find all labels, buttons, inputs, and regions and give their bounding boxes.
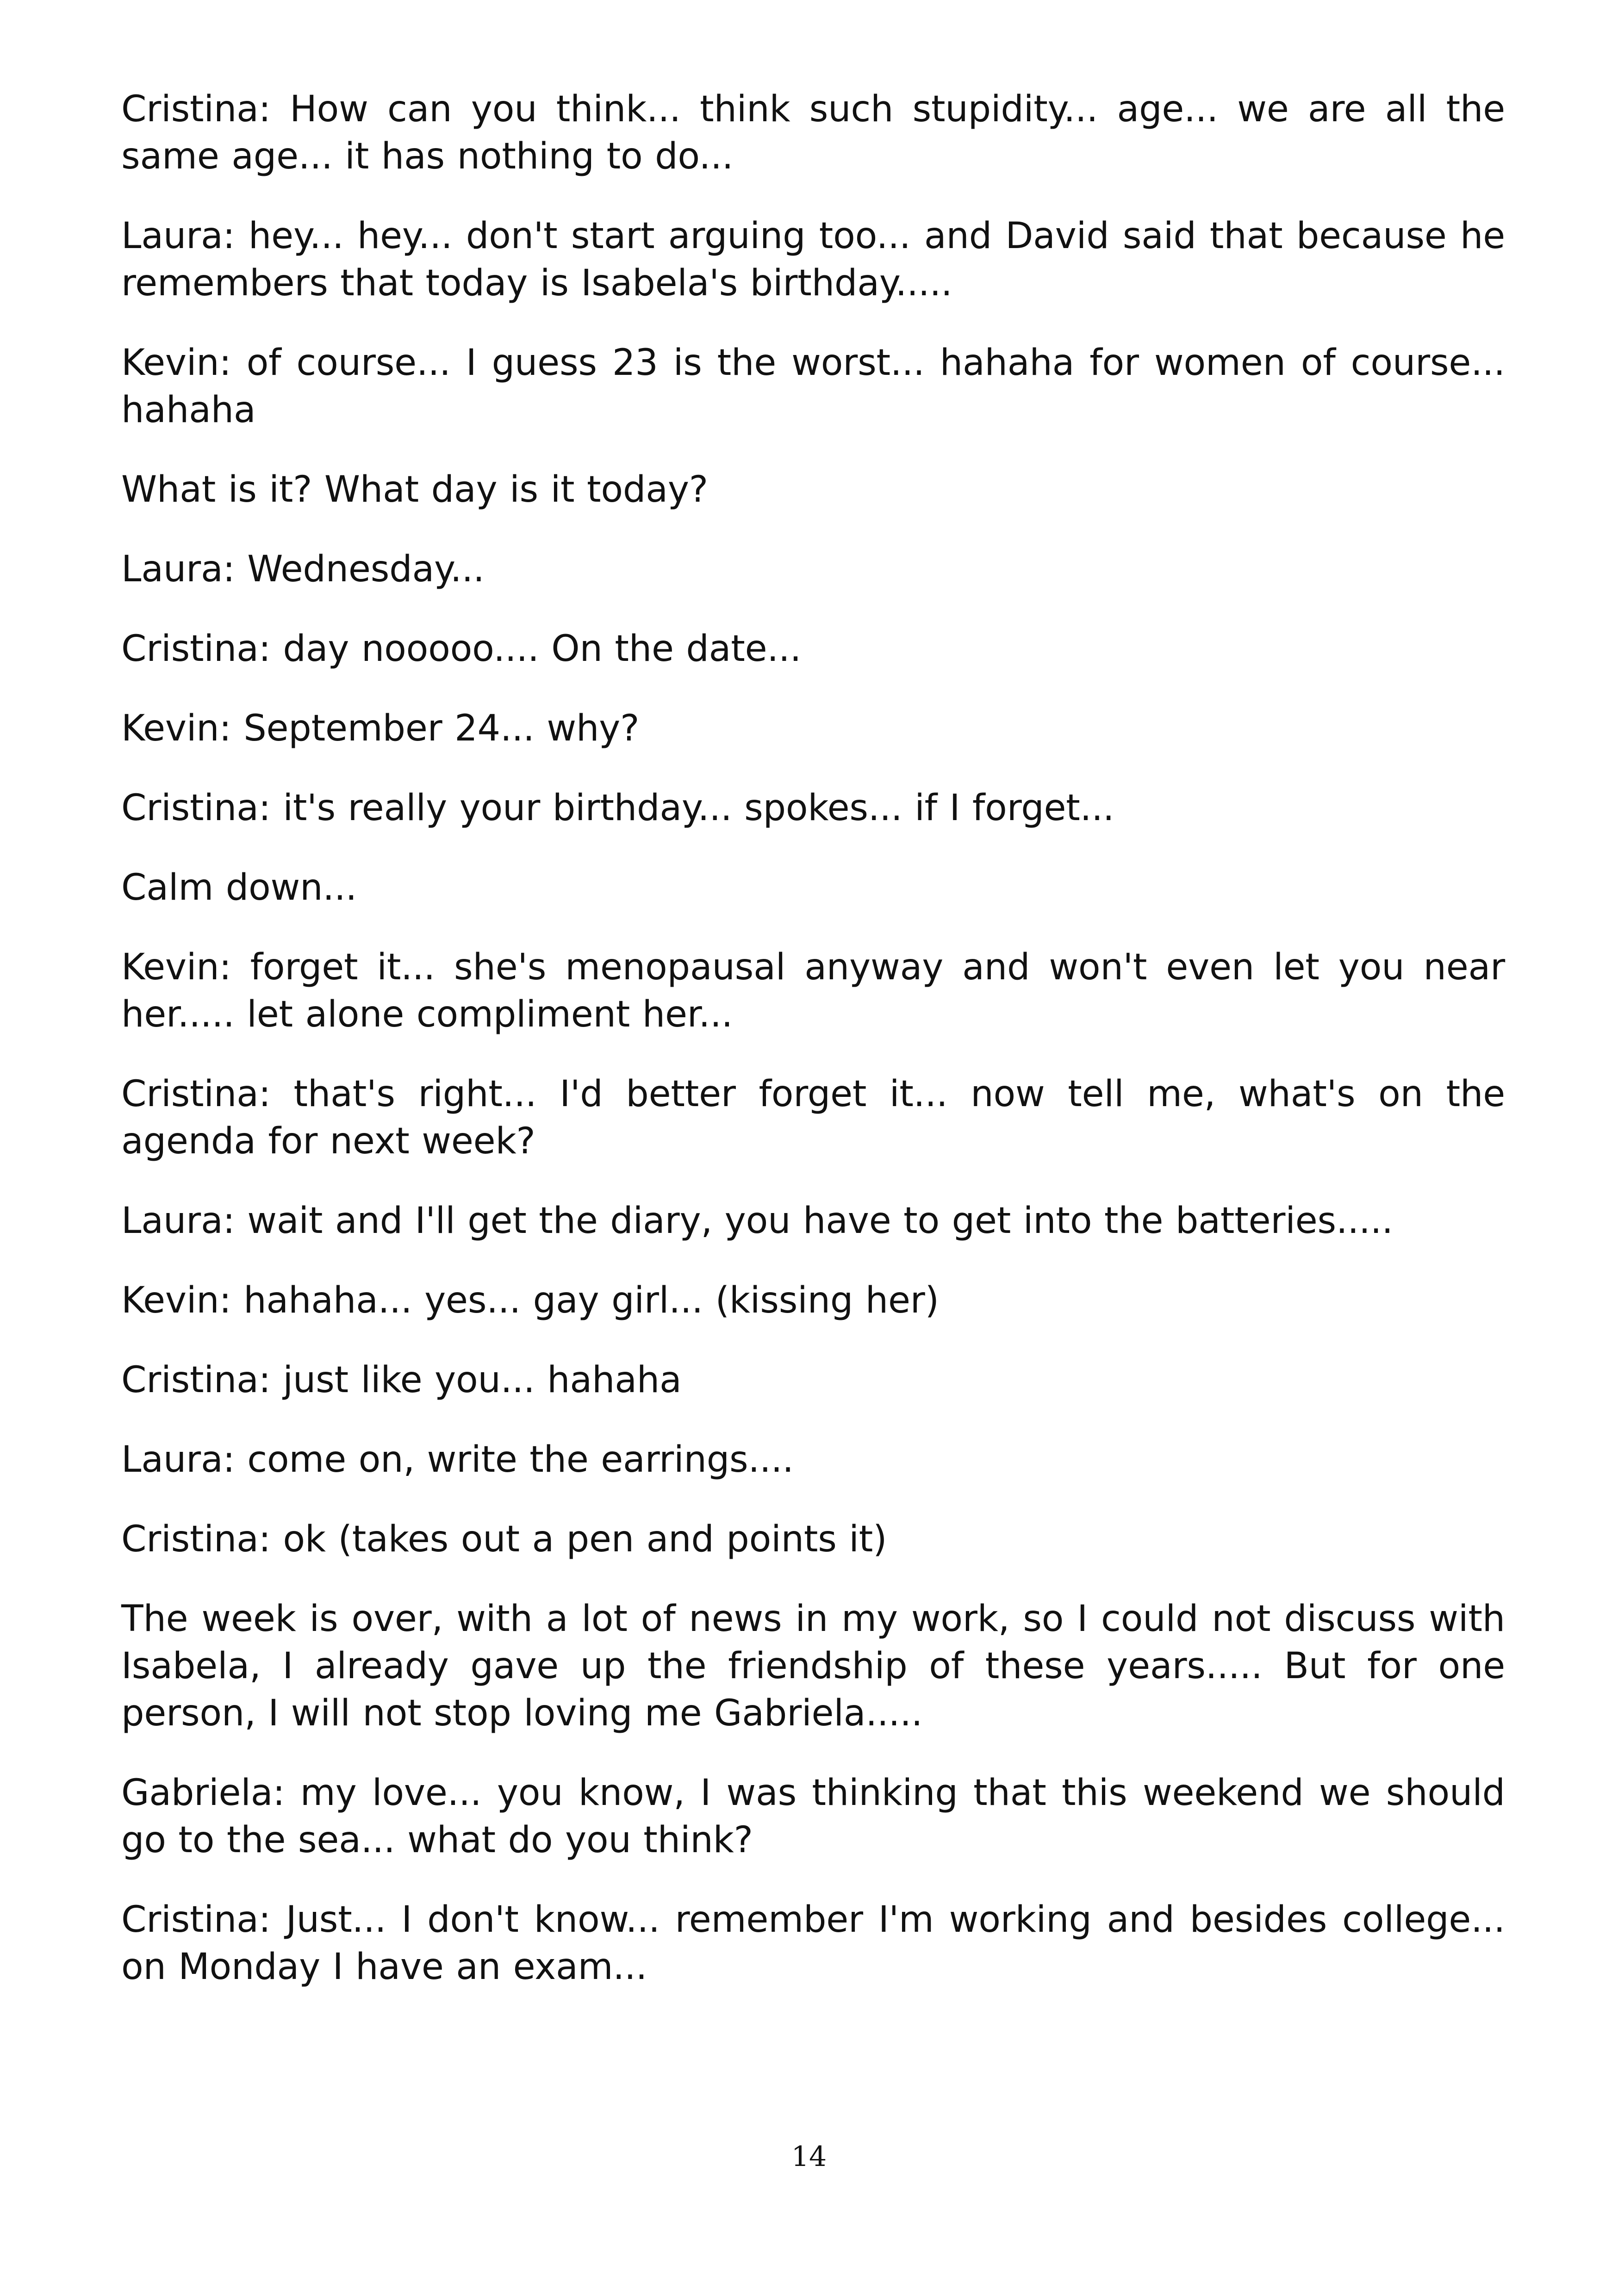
paragraph: Cristina: it's really your birthday... spokes... if I forget... (121, 787, 1114, 829)
paragraph: Calm down... (121, 867, 357, 908)
paragraph: Laura: Wednesday... (121, 548, 485, 590)
paragraph: Gabriela: my love... you know, I was thinking that this weekend we should go to the sea... what do you think? (121, 1772, 1505, 1861)
paragraph: Kevin: of course... I guess 23 is the worst... hahaha for women of course... hahaha (121, 342, 1505, 431)
paragraph: Laura: wait and I'll get the diary, you have to get into the batteries..... (121, 1200, 1393, 1242)
page-number: 14 (791, 2140, 827, 2173)
paragraph: Cristina: ok (takes out a pen and points it) (121, 1518, 887, 1560)
paragraph: Kevin: September 24... why? (121, 708, 640, 749)
paragraph: Cristina: that's right... I'd better forget it... now tell me, what's on the agenda for next week? (121, 1073, 1505, 1162)
paragraph: Kevin: forget it... she's menopausal anyway and won't even let you near her..... let alone compliment her... (121, 946, 1505, 1035)
paragraph: Laura: come on, write the earrings.... (121, 1439, 794, 1481)
paragraph: Cristina: just like you... hahaha (121, 1359, 682, 1401)
paragraph: Cristina: day nooooo.... On the date... (121, 628, 802, 670)
paragraph: Laura: hey... hey... don't start arguing too... and David said that because he remembers that today is Isabela's birthday..... (121, 215, 1505, 304)
page-body (121, 86, 1505, 2023)
paragraph: Cristina: How can you think... think such stupidity... age... we are all the same age... it has nothing to do... (121, 88, 1505, 177)
paragraph: Cristina: Just... I don't know... remember I'm working and besides college... on Monday I have an exam... (121, 1899, 1505, 1988)
paragraph: Kevin: hahaha... yes... gay girl... (kissing her) (121, 1280, 939, 1321)
paragraph: What is it? What day is it today? (121, 469, 709, 510)
paragraph: The week is over, with a lot of news in my work, so I could not discuss with Isabela, I already gave up the friendship of these years..... But for one person, I will not stop loving me Gabriela..... (121, 1598, 1505, 1734)
